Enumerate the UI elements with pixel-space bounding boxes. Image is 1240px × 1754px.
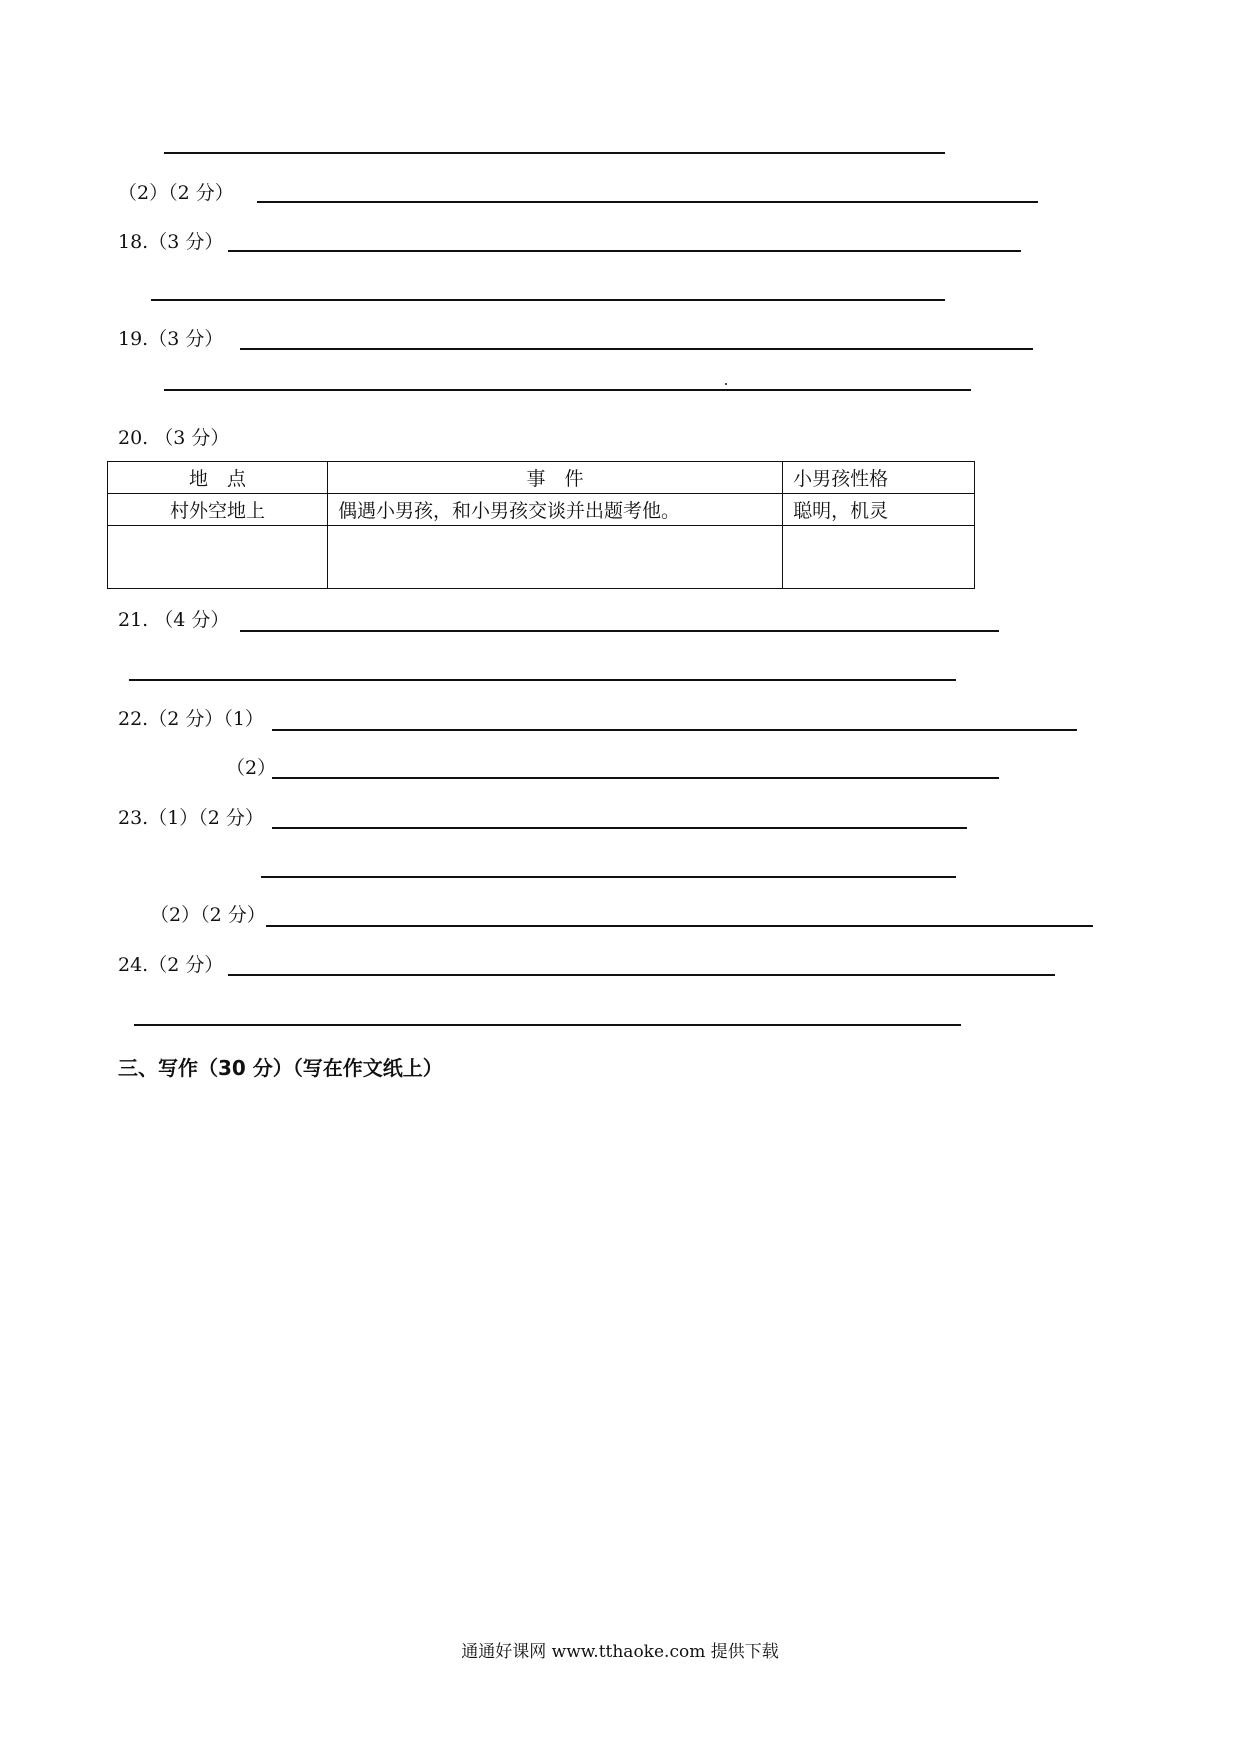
answer-line[interactable] bbox=[272, 729, 1077, 731]
answer-line[interactable] bbox=[240, 630, 999, 632]
cell-place[interactable] bbox=[108, 526, 328, 589]
answer-line[interactable] bbox=[129, 679, 956, 681]
answer-line[interactable] bbox=[164, 152, 945, 154]
cell-place: 村外空地上 bbox=[108, 494, 328, 526]
table-row bbox=[108, 494, 975, 526]
question-18-label: 18.（3 分） bbox=[118, 231, 224, 253]
header-place: 地 点 bbox=[108, 462, 328, 494]
answer-line[interactable] bbox=[151, 299, 945, 301]
question-21-label: 21. （4 分） bbox=[118, 609, 230, 631]
header-event: 事 件 bbox=[328, 462, 783, 494]
question-17-2-label: （2）（2 分） bbox=[118, 182, 234, 204]
question-20-label: 20. （3 分） bbox=[118, 427, 230, 449]
answer-line[interactable] bbox=[272, 777, 999, 779]
cell-event[interactable] bbox=[328, 526, 783, 589]
section-title: 三、写作（30 分）（写在作文纸上） bbox=[118, 1056, 443, 1080]
answer-line[interactable] bbox=[240, 348, 1033, 350]
answer-line[interactable] bbox=[228, 250, 1021, 252]
footer-text: 通通好课网 www.tthaoke.com 提供下载 bbox=[461, 1642, 779, 1662]
answer-table bbox=[107, 461, 975, 589]
answer-line[interactable] bbox=[257, 201, 1038, 203]
cell-trait: 聪明，机灵 bbox=[783, 494, 975, 526]
question-19-label: 19.（3 分） bbox=[118, 328, 224, 350]
question-23-label: 23.（1）（2 分） bbox=[118, 807, 264, 829]
question-23-2-label: （2）（2 分） bbox=[150, 904, 266, 926]
cell-event: 偶遇小男孩，和小男孩交谈并出题考他。 bbox=[328, 494, 783, 526]
question-24-label: 24.（2 分） bbox=[118, 954, 224, 976]
answer-line[interactable] bbox=[228, 974, 1055, 976]
answer-line[interactable] bbox=[261, 876, 956, 878]
header-trait: 小男孩性格 bbox=[783, 462, 975, 494]
answer-line[interactable] bbox=[134, 1024, 961, 1026]
stray-dot bbox=[725, 383, 727, 385]
question-22-2-label: （2） bbox=[226, 757, 277, 779]
answer-line[interactable] bbox=[266, 925, 1093, 927]
answer-line[interactable] bbox=[164, 389, 971, 391]
question-22-label: 22.（2 分）（1） bbox=[118, 708, 264, 730]
table-row[interactable] bbox=[108, 526, 975, 589]
answer-line[interactable] bbox=[272, 827, 967, 829]
cell-trait[interactable] bbox=[783, 526, 975, 589]
table-header-row bbox=[108, 462, 975, 494]
